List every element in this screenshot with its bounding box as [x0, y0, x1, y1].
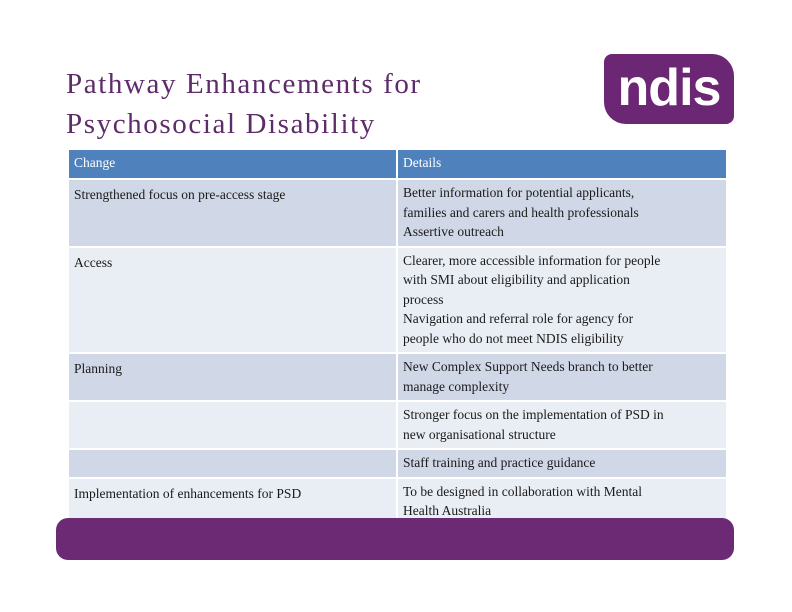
column-header-details: Details: [397, 149, 727, 179]
table-row: [68, 401, 727, 449]
details-line: To be designed in collaboration with Mental: [403, 483, 642, 499]
change-cell: Strengthened focus on pre-access stage: [68, 179, 397, 247]
ndis-logo-text: ndis: [617, 59, 721, 117]
footer-bar: [56, 518, 734, 560]
details-cell: [397, 401, 727, 449]
details-cell: [397, 449, 727, 478]
column-header-change: Change: [68, 149, 397, 179]
enhancements-table: [67, 148, 728, 527]
details-cell: [397, 247, 727, 354]
details-line: manage complexity: [403, 378, 510, 394]
details-line: Clearer, more accessible information for people: [403, 252, 661, 268]
ndis-logo: [604, 54, 734, 124]
details-line: Staff training and practice guidance: [403, 455, 596, 470]
details-line: people who do not meet NDIS eligibility: [403, 330, 624, 346]
details-line: Health Australia: [403, 503, 492, 518]
details-line: New Complex Support Needs branch to better: [403, 359, 653, 374]
table-row: [68, 353, 727, 401]
details-line: Stronger focus on the implementation of PSD in: [403, 407, 664, 422]
change-cell: Access: [68, 247, 397, 354]
change-cell: [68, 401, 397, 449]
details-line: process: [403, 291, 444, 307]
table-header-row: [68, 149, 727, 179]
details-line: families and carers and health professionals: [403, 204, 639, 220]
table-row: [68, 179, 727, 247]
slide-title-line-2: Psychosocial Disability: [66, 108, 376, 140]
details-cell: [397, 179, 727, 247]
change-cell: Planning: [68, 353, 397, 401]
table-row: [68, 247, 727, 354]
slide-title-line-1: Pathway Enhancements for: [66, 68, 422, 100]
details-line: Assertive outreach: [403, 224, 504, 239]
change-cell: [68, 449, 397, 478]
details-cell: [397, 353, 727, 401]
details-line: Better information for potential applicants,: [403, 185, 635, 200]
details-line: new organisational structure: [403, 426, 556, 442]
table-row: [68, 449, 727, 478]
details-line: with SMI about eligibility and application: [403, 272, 630, 287]
change-cell: Implementation of enhancements for PSD: [68, 478, 397, 526]
details-line: Navigation and referral role for agency for: [403, 311, 634, 326]
slide-title: [66, 64, 422, 144]
